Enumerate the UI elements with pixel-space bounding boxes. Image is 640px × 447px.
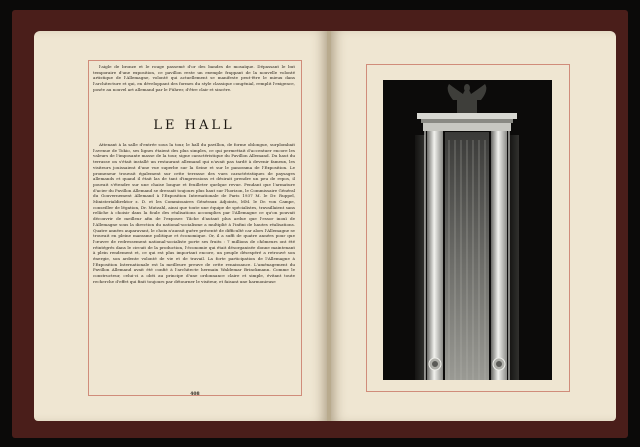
intro-paragraph: l'aigle de bronze et le rouge passemé d'or des bandes de mosaïque. Dépassant le but temporaire d'une exposition, ce pavillon reste un exemple frappant de la nouvelle volonté artistique de l'Allemagne, volonté qui actuellement se manifeste peut-être le mieux dans l'architecture et qui, en développant des formes du style classique congénial, remplit l'exigence, posée au nouvel art allemand par le Führer, d'être clair et sincère. <box>93 64 295 92</box>
tower-photo-drawing <box>383 80 552 380</box>
page-number: 408 <box>190 392 200 397</box>
left-text-column <box>93 64 295 366</box>
book-gutter <box>327 31 331 421</box>
body-paragraph: Attenant à la salle d'entrée sous la tour, le hall du pavillon, de forme oblongue, surplombait l'avenue de Tokio, ses lignes étaient des plus simples, ce qui permettait d'accentuer encore les valeurs de l'imposante masse de la tour, signe caractéristique du Pavillon Allemand. Du haut du terrasse on s'était installé un restaurant allemand qui n'avait pas tardé à devenir fameux, les visiteurs jouissaient d'une vue superbe sur la Seine et sur le panorama de l'Exposition. Le promeneur trouvait également sur cette terrasse des vues caractéristiques de paysages allemands et quand il était las de tant d'impressions et désirait prendre un peu de repos, il pouvait s'étendre sur une chaise longue et feuilleter quelque revue. Pendant que l'armature d'acier du Pavillon Allemand se dressait toujours plus haut sur l'horizon, le Commissaire Général du Gouvernement Allemand à l'Exposition Internationale de Paris 1937 M. le Dr. Ruppel, Ministerialdirektor z. D. et les Commissaires Généraux Adjoints, MM. le Dr. von Campe, conseiller de légation, Dr. Mutzahl, ainsi que toute une équipe de spécialistes, travaillaient sans relâche à choisir dans la foule des réalisations accomplies par l'Allemagne ce qu'on pouvait découvrir de meilleur afin de l'exposer. Tâche d'autant plus ardue que l'essor inouï de l'Allemagne sous la direction du national-socialisme a multiplié à l'infini de hautes réalisations. Quatre années auparavant, le choix n'aurait guère présenté de difficulté car alors l'Allemagne se trouvait en pleine marasme politique et économique. Or, il a suffi de quatre années pour que l'œuvre de redressement national-socialiste porte ses fruits : 7 millions de chômeurs ont été réintégrés dans le circuit de la production, l'économie qui était désorganisée donne maintenant à plein rendement et, ce qui est plus important encore, un peuple désespéré a retrouvé son énergie, son ardente volonté de vie et de travail. La forte participation de l'Allemagne à l'Exposition Internationale est la meilleure preuve de cette renaissance. L'aménagement du Pavillon Allemand avait été confié à l'architecte hermain Waldemar Brinckmann. Comme le constructeur, celui-ci a obéi au principe d'une ordonnance claire et simple, évitant toute recherche d'effet qui finit toujours par détourner le visiteur, et faisant une harmonieuse <box>93 142 295 284</box>
tower-photograph <box>383 80 552 380</box>
section-title: LE HALL <box>153 118 235 133</box>
